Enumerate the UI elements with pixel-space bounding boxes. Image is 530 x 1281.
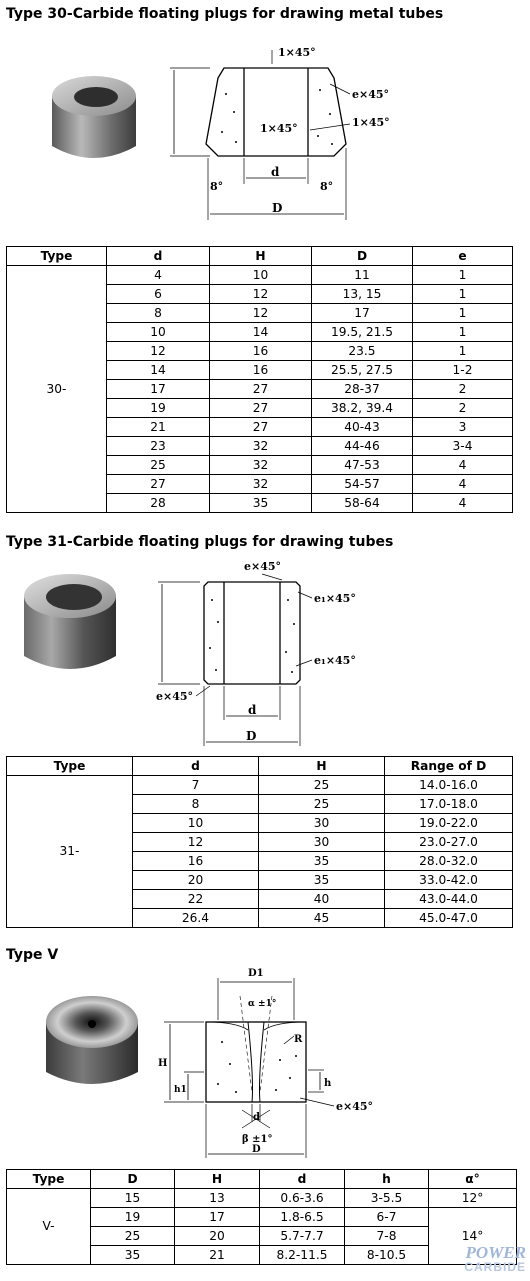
header-cell: α°	[429, 1170, 517, 1189]
table-cell: 14	[107, 361, 210, 380]
table-cell: 43.0-44.0	[385, 890, 513, 909]
typev-spec-table	[6, 1169, 517, 1265]
table-header-row	[7, 1170, 517, 1189]
table-cell: 0.6-3.6	[260, 1189, 345, 1208]
header-cell: e	[413, 247, 513, 266]
table-cell: 20	[133, 871, 259, 890]
table-cell: 14.0-16.0	[385, 776, 513, 795]
table-cell: 28-37	[312, 380, 413, 399]
table-cell: 17	[175, 1208, 260, 1227]
header-cell: d	[260, 1170, 345, 1189]
table-cell: 10	[210, 266, 312, 285]
type-cell: 31-	[7, 776, 133, 928]
table-cell: 32	[210, 437, 312, 456]
table-cell: 35	[210, 494, 312, 513]
table-cell: 17.0-18.0	[385, 795, 513, 814]
table-cell: 1	[413, 304, 513, 323]
table-cell: 35	[259, 852, 385, 871]
header-cell: D	[91, 1170, 175, 1189]
table-cell: 16	[133, 852, 259, 871]
type31-dimension-drawing	[150, 556, 370, 748]
type-cell: V-	[7, 1189, 91, 1265]
header-cell: H	[259, 757, 385, 776]
table-cell: 1.8-6.5	[260, 1208, 345, 1227]
table-cell: 38.2, 39.4	[312, 399, 413, 418]
table-cell: 14	[210, 323, 312, 342]
table-cell: 40	[259, 890, 385, 909]
table-cell: 19.5, 21.5	[312, 323, 413, 342]
watermark-line2: CARBIDE	[464, 1260, 526, 1274]
table-cell: 35	[91, 1246, 175, 1265]
table-header-row	[7, 757, 513, 776]
table-cell: 1	[413, 323, 513, 342]
type-cell: 30-	[7, 266, 107, 513]
type31-label-chamfer-bottom: e×45°	[156, 690, 194, 703]
table-cell: 12	[210, 285, 312, 304]
type31-plug-photo	[20, 570, 120, 680]
typev-label-D1: D1	[248, 968, 264, 979]
typev-label-beta: β ±1°	[242, 1134, 273, 1145]
table-cell: 28	[107, 494, 210, 513]
type31-label-e1-top: e₁×45°	[314, 592, 356, 605]
table-cell: 3-4	[413, 437, 513, 456]
table-cell: 6	[107, 285, 210, 304]
table-cell: 22	[133, 890, 259, 909]
table-cell: 4	[413, 456, 513, 475]
table-cell: 5.7-7.7	[260, 1227, 345, 1246]
typev-label-e: e×45°	[336, 1100, 374, 1113]
type31-title: Type 31-Carbide floating plugs for drawing tubes	[6, 534, 394, 550]
table-cell: 3	[413, 418, 513, 437]
table-cell: 23.0-27.0	[385, 833, 513, 852]
table-cell: 28.0-32.0	[385, 852, 513, 871]
table-cell: 2	[413, 380, 513, 399]
type30-label-chamfer-right: 1×45°	[352, 116, 390, 129]
table-row	[7, 1189, 517, 1208]
table-cell: 23	[107, 437, 210, 456]
table-cell: 4	[413, 475, 513, 494]
table-cell: 12	[210, 304, 312, 323]
table-cell: 11	[312, 266, 413, 285]
type30-title: Type 30-Carbide floating plugs for drawing metal tubes	[6, 6, 444, 22]
table-cell: 10	[107, 323, 210, 342]
table-cell: 32	[210, 456, 312, 475]
table-cell: 8-10.5	[345, 1246, 429, 1265]
table-cell: 17	[107, 380, 210, 399]
alpha-cell: 14°	[429, 1208, 517, 1265]
table-cell: 13	[175, 1189, 260, 1208]
table-cell: 7	[133, 776, 259, 795]
type30-label-angle-right: 8°	[320, 180, 334, 193]
table-cell: 25	[259, 776, 385, 795]
table-cell: 1	[413, 266, 513, 285]
header-cell: d	[107, 247, 210, 266]
type31-label-e1-mid: e₁×45°	[314, 654, 356, 667]
table-cell: 25	[91, 1227, 175, 1246]
header-cell: Type	[7, 247, 107, 266]
table-cell: 23.5	[312, 342, 413, 361]
typev-label-h1: h1	[174, 1085, 187, 1095]
type30-label-angle-left: 8°	[210, 180, 224, 193]
table-cell: 13, 15	[312, 285, 413, 304]
table-cell: 16	[210, 361, 312, 380]
table-cell: 32	[210, 475, 312, 494]
table-cell: 27	[210, 418, 312, 437]
table-cell: 7-8	[345, 1227, 429, 1246]
table-cell: 8	[107, 304, 210, 323]
typev-title: Type V	[6, 947, 59, 963]
table-cell: 58-64	[312, 494, 413, 513]
table-cell: 1	[413, 285, 513, 304]
header-cell: h	[345, 1170, 429, 1189]
table-cell: 25	[259, 795, 385, 814]
header-cell: d	[133, 757, 259, 776]
table-cell: 30	[259, 833, 385, 852]
table-cell: 45.0-47.0	[385, 909, 513, 928]
table-cell: 3-5.5	[345, 1189, 429, 1208]
table-cell: 21	[107, 418, 210, 437]
table-cell: 27	[210, 380, 312, 399]
typev-dimension-drawing	[156, 960, 386, 1160]
header-cell: D	[312, 247, 413, 266]
table-cell: 8.2-11.5	[260, 1246, 345, 1265]
typev-label-alpha: α ±1°	[248, 999, 277, 1009]
type30-label-chamfer-top: 1×45°	[278, 46, 316, 59]
table-cell: 21	[175, 1246, 260, 1265]
table-cell: 8	[133, 795, 259, 814]
table-cell: 45	[259, 909, 385, 928]
table-row	[7, 776, 513, 795]
table-cell: 35	[259, 871, 385, 890]
table-cell: 16	[210, 342, 312, 361]
table-cell: 30	[259, 814, 385, 833]
table-cell: 33.0-42.0	[385, 871, 513, 890]
header-cell: H	[210, 247, 312, 266]
table-cell: 19.0-22.0	[385, 814, 513, 833]
header-cell: Type	[7, 1170, 91, 1189]
table-cell: 27	[210, 399, 312, 418]
type30-dimension-drawing	[160, 44, 400, 222]
table-cell: 1-2	[413, 361, 513, 380]
type31-label-chamfer-top: e×45°	[244, 560, 282, 573]
header-cell: Type	[7, 757, 133, 776]
table-cell: 4	[107, 266, 210, 285]
table-cell: 54-57	[312, 475, 413, 494]
table-cell: 19	[107, 399, 210, 418]
type30-label-chamfer-e: e×45°	[352, 88, 390, 101]
type30-label-D: D	[272, 201, 283, 215]
table-cell: 19	[91, 1208, 175, 1227]
table-cell: 26.4	[133, 909, 259, 928]
table-cell: 12	[107, 342, 210, 361]
table-cell: 15	[91, 1189, 175, 1208]
power-carbide-watermark	[464, 1245, 526, 1275]
type31-spec-table	[6, 756, 513, 928]
table-cell: 40-43	[312, 418, 413, 437]
table-row	[7, 266, 513, 285]
type31-label-D: D	[246, 729, 257, 743]
typev-label-h: h	[324, 1078, 332, 1089]
type30-label-d: d	[271, 165, 280, 179]
table-cell: 17	[312, 304, 413, 323]
table-cell: 20	[175, 1227, 260, 1246]
type30-label-chamfer-inner: 1×45°	[260, 122, 298, 135]
table-cell: 12	[133, 833, 259, 852]
table-cell: 10	[133, 814, 259, 833]
watermark-line1: POWER	[465, 1243, 526, 1262]
table-cell: 1	[413, 342, 513, 361]
type30-spec-table	[6, 246, 513, 513]
table-cell: 25	[107, 456, 210, 475]
typev-label-d: d	[253, 1112, 260, 1123]
table-header-row	[7, 247, 513, 266]
type30-plug-photo	[44, 66, 144, 170]
typev-label-H: H	[158, 1058, 168, 1069]
table-cell: 47-53	[312, 456, 413, 475]
table-cell: 44-46	[312, 437, 413, 456]
table-cell: 6-7	[345, 1208, 429, 1227]
alpha-cell: 12°	[429, 1189, 517, 1208]
header-cell: Range of D	[385, 757, 513, 776]
typev-label-D: D	[252, 1144, 261, 1155]
typev-plug-photo	[40, 988, 144, 1092]
table-cell: 25.5, 27.5	[312, 361, 413, 380]
typev-label-R: R	[294, 1034, 303, 1045]
table-cell: 4	[413, 494, 513, 513]
table-cell: 27	[107, 475, 210, 494]
type31-label-d: d	[248, 703, 257, 717]
table-cell: 2	[413, 399, 513, 418]
header-cell: H	[175, 1170, 260, 1189]
